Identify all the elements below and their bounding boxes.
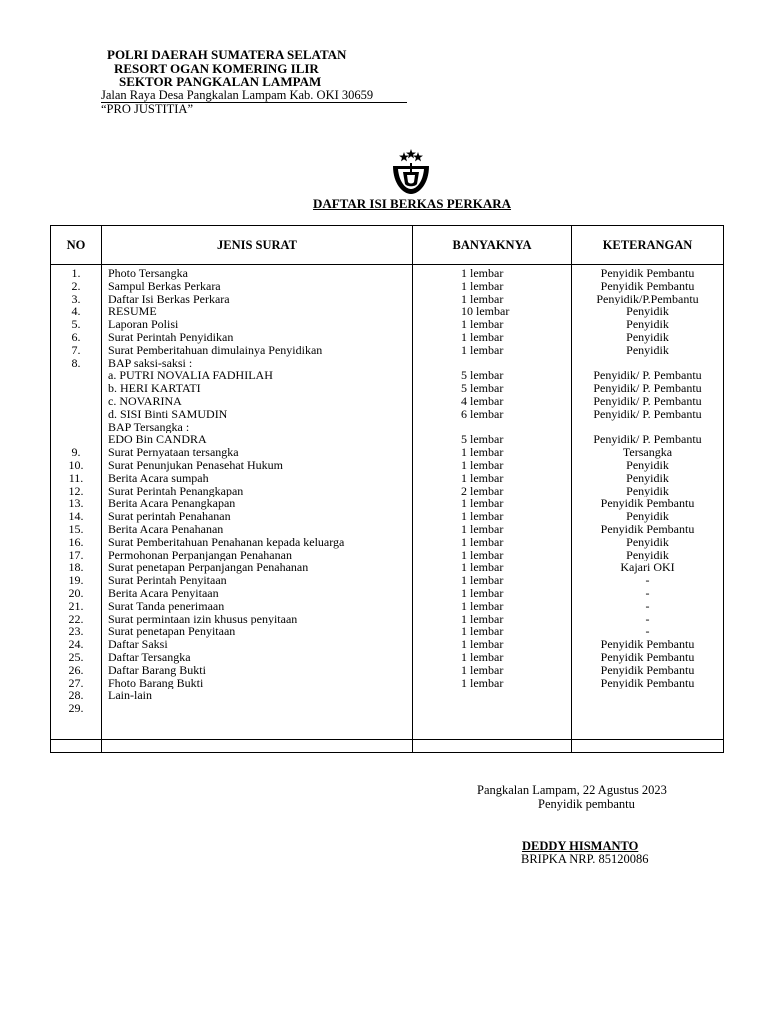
row-no: 8. (71, 356, 81, 370)
row-banyaknya: 1 lembar (461, 599, 504, 613)
row-no: 16. (68, 535, 84, 549)
header-keterangan: KETERANGAN (572, 226, 724, 265)
column-jenis-surat (102, 265, 412, 715)
row-banyaknya: 5 lembar (461, 433, 504, 447)
table-header-row (51, 226, 724, 265)
row-jenis-surat: Fhoto Barang Bukti (108, 676, 204, 690)
row-jenis-surat: Surat penetapan Perpanjangan Penahanan (108, 561, 309, 575)
signature-name: DEDDY HISMANTO (522, 839, 639, 853)
row-no: 10. (68, 458, 84, 472)
row-keterangan (572, 421, 723, 434)
row-jenis-surat: Surat permintaan izin khusus penyitaan (108, 612, 298, 626)
row-no: 29. (68, 702, 84, 715)
row-jenis-surat: EDO Bin CANDRA (108, 433, 207, 447)
column-keterangan (572, 265, 723, 715)
row-jenis-surat: a. PUTRI NOVALIA FADHILAH (108, 369, 273, 383)
row-keterangan: Penyidik (626, 458, 669, 472)
polri-emblem-icon (387, 148, 435, 196)
row-jenis-surat: Berita Acara Penangkapan (108, 497, 236, 511)
row-jenis-surat: Laporan Polisi (108, 318, 179, 331)
header-banyaknya: BANYAKNYA (413, 226, 572, 265)
row-keterangan: - (645, 586, 650, 600)
row-keterangan (572, 357, 723, 370)
row-keterangan: - (645, 612, 650, 626)
row-banyaknya: 1 lembar (461, 625, 504, 639)
row-jenis-surat: Daftar Saksi (108, 638, 168, 651)
row-no: 1. (71, 267, 81, 280)
row-no: 23. (68, 625, 84, 639)
empty-cell (102, 740, 413, 753)
row-no (51, 421, 101, 434)
row-no: 17. (68, 548, 84, 562)
row-keterangan: Kajari OKI (620, 561, 675, 575)
row-banyaknya: 1 lembar (461, 318, 504, 331)
row-keterangan: Penyidik Pembantu (600, 522, 695, 536)
row-jenis-surat: Lain-lain (108, 689, 152, 703)
row-banyaknya: 1 lembar (461, 535, 504, 549)
row-keterangan: - (645, 625, 650, 639)
row-banyaknya: 1 lembar (461, 497, 504, 511)
row-banyaknya: 1 lembar (461, 638, 504, 651)
row-jenis-surat: Surat Perintah Penyitaan (108, 574, 227, 587)
row-no: 24. (68, 638, 84, 651)
row-no: 9. (71, 446, 81, 459)
letterhead-line2: RESORT OGAN KOMERING ILIR (114, 61, 319, 76)
row-keterangan: Penyidik/ P. Pembantu (593, 382, 702, 395)
header-no: NO (51, 226, 102, 265)
row-no: 5. (71, 318, 81, 331)
row-keterangan: Penyidik Pembantu (600, 638, 695, 651)
empty-cell (413, 740, 572, 753)
row-jenis-surat (102, 702, 412, 715)
row-banyaknya: 10 lembar (461, 305, 510, 319)
letterhead-address: Jalan Raya Desa Pangkalan Lampam Kab. OKI 30659 (101, 88, 374, 102)
row-no: 13. (68, 497, 84, 511)
row-jenis-surat: Surat Pemberitahuan dimulainya Penyidikan (108, 343, 323, 357)
row-keterangan: Penyidik/P.Pembantu (596, 292, 699, 306)
row-keterangan: Penyidik (626, 305, 669, 319)
row-no (51, 369, 101, 382)
row-keterangan: Penyidik/ P. Pembantu (593, 433, 702, 447)
row-banyaknya (413, 689, 571, 702)
row-jenis-surat: d. SISI Binti SAMUDIN (108, 407, 228, 421)
row-no (51, 382, 101, 395)
row-jenis-surat: RESUME (108, 305, 157, 319)
row-keterangan: Penyidik Pembantu (600, 267, 695, 280)
row-banyaknya: 1 lembar (461, 330, 504, 344)
row-no: 7. (71, 343, 81, 357)
row-keterangan: Penyidik (626, 535, 669, 549)
row-jenis-surat: Permohonan Perpanjangan Penahanan (108, 548, 292, 562)
row-jenis-surat: Berita Acara Penyitaan (108, 586, 219, 600)
row-no: 21. (68, 599, 84, 613)
row-no: 19. (68, 574, 84, 587)
row-keterangan: Penyidik (626, 343, 669, 357)
row-jenis-surat: Surat perintah Penahanan (108, 510, 231, 523)
row-banyaknya (413, 357, 571, 370)
row-banyaknya: 1 lembar (461, 279, 504, 293)
row-banyaknya: 4 lembar (461, 394, 504, 408)
row-banyaknya: 5 lembar (461, 382, 504, 395)
row-keterangan (572, 702, 723, 715)
row-banyaknya: 1 lembar (461, 663, 504, 677)
row-keterangan: Penyidik (626, 484, 669, 498)
letterhead-line3: SEKTOR PANGKALAN LAMPAM (119, 74, 322, 89)
row-banyaknya: 1 lembar (461, 561, 504, 575)
contents-table (50, 225, 724, 753)
row-jenis-surat: c. NOVARINA (108, 394, 182, 408)
column-banyaknya (413, 265, 571, 715)
row-keterangan: Penyidik Pembantu (600, 279, 695, 293)
row-no: 22. (68, 612, 84, 626)
row-jenis-surat: Sampul Berkas Perkara (108, 279, 221, 293)
row-keterangan: Penyidik Pembantu (600, 676, 695, 690)
row-keterangan: Penyidik (626, 548, 669, 562)
row-no: 27. (68, 676, 84, 690)
row-no: 20. (68, 586, 84, 600)
row-jenis-surat: Surat Pemberitahuan Penahanan kepada keluarga (108, 535, 345, 549)
row-keterangan: Penyidik/ P. Pembantu (593, 394, 702, 408)
row-keterangan: - (645, 574, 650, 587)
row-banyaknya: 5 lembar (461, 369, 504, 383)
row-banyaknya: 1 lembar (461, 574, 504, 587)
row-jenis-surat: Surat Pernyataan tersangka (108, 446, 239, 459)
row-banyaknya: 6 lembar (461, 407, 504, 421)
row-no: 28. (68, 689, 84, 703)
row-keterangan: Penyidik (626, 330, 669, 344)
letterhead-line1: POLRI DAERAH SUMATERA SELATAN (107, 47, 347, 62)
row-banyaknya (413, 702, 571, 715)
row-jenis-surat: b. HERI KARTATI (108, 382, 201, 395)
row-banyaknya: 1 lembar (461, 548, 504, 562)
row-jenis-surat: Daftar Barang Bukti (108, 663, 206, 677)
row-keterangan: Penyidik/ P. Pembantu (593, 407, 702, 421)
row-jenis-surat: BAP Tersangka : (108, 420, 190, 434)
row-no (51, 433, 101, 446)
row-no: 18. (68, 561, 84, 575)
row-jenis-surat: Surat Perintah Penangkapan (108, 484, 244, 498)
row-keterangan: - (645, 599, 650, 613)
row-keterangan: Tersangka (622, 446, 673, 459)
row-jenis-surat: Surat Perintah Penyidikan (108, 330, 234, 344)
row-banyaknya: 1 lembar (461, 343, 504, 357)
row-no: 26. (68, 663, 84, 677)
row-no: 25. (68, 650, 84, 664)
letterhead-motto: “PRO JUSTITIA” (101, 102, 194, 116)
table-body-row (51, 265, 724, 740)
signature-role: Penyidik pembantu (538, 797, 635, 811)
row-jenis-surat: Berita Acara sumpah (108, 471, 209, 485)
document-title: DAFTAR ISI BERKAS PERKARA (312, 196, 512, 211)
row-no (51, 395, 101, 408)
row-no: 3. (71, 292, 81, 306)
header-jenis-surat: JENIS SURAT (102, 226, 413, 265)
row-jenis-surat: Photo Tersangka (108, 267, 188, 280)
row-banyaknya: 1 lembar (461, 612, 504, 626)
row-keterangan: Penyidik (626, 318, 669, 331)
empty-cell (572, 740, 724, 753)
table-empty-row (51, 740, 724, 753)
row-banyaknya: 1 lembar (461, 676, 504, 690)
row-no: 14. (68, 510, 84, 523)
row-banyaknya: 1 lembar (461, 292, 504, 306)
signature-place-date: Pangkalan Lampam, 22 Agustus 2023 (477, 783, 667, 797)
row-banyaknya: 1 lembar (461, 522, 504, 536)
row-jenis-surat: Surat Penunjukan Penasehat Hukum (108, 458, 283, 472)
row-banyaknya: 1 lembar (461, 586, 504, 600)
row-keterangan: Penyidik Pembantu (600, 650, 695, 664)
row-no: 15. (68, 522, 84, 536)
row-jenis-surat: Surat Tanda penerimaan (108, 599, 225, 613)
signature-rank-nrp: BRIPKA NRP. 85120086 (521, 852, 649, 866)
row-banyaknya: 1 lembar (461, 650, 504, 664)
row-keterangan: Penyidik Pembantu (600, 663, 695, 677)
row-banyaknya: 1 lembar (461, 267, 504, 280)
row-banyaknya: 1 lembar (461, 510, 504, 523)
row-jenis-surat: Surat penetapan Penyitaan (108, 625, 236, 639)
row-keterangan (572, 689, 723, 702)
row-jenis-surat: Berita Acara Penahanan (108, 522, 224, 536)
row-jenis-surat: Daftar Tersangka (108, 650, 191, 664)
row-keterangan: Penyidik (626, 510, 669, 523)
row-no (51, 408, 101, 421)
row-no: 6. (71, 330, 81, 344)
row-no: 4. (71, 305, 81, 319)
row-keterangan: Penyidik (626, 471, 669, 485)
row-banyaknya: 1 lembar (461, 458, 504, 472)
column-no (51, 265, 101, 715)
row-keterangan: Penyidik/ P. Pembantu (593, 369, 702, 383)
row-no: 11. (68, 471, 84, 485)
row-keterangan: Penyidik Pembantu (600, 497, 695, 511)
empty-cell (51, 740, 102, 753)
row-no: 2. (71, 279, 81, 293)
row-banyaknya: 1 lembar (461, 446, 504, 459)
row-banyaknya: 2 lembar (461, 484, 504, 498)
row-banyaknya (413, 421, 571, 434)
row-no: 12. (68, 484, 84, 498)
row-jenis-surat: BAP saksi-saksi : (108, 356, 193, 370)
row-jenis-surat: Daftar Isi Berkas Perkara (108, 292, 230, 306)
row-banyaknya: 1 lembar (461, 471, 504, 485)
